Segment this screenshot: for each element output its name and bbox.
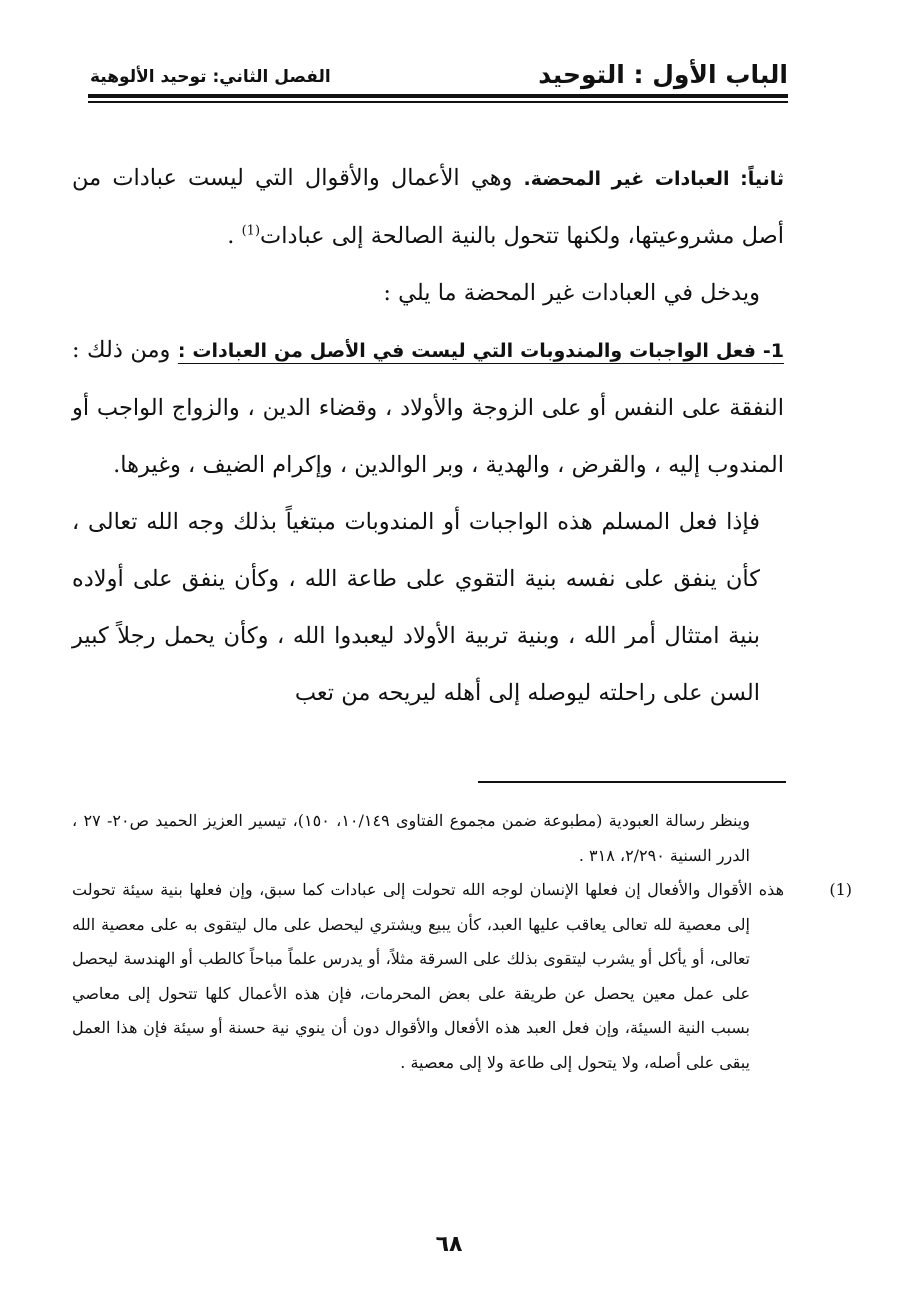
paragraph-1-text: وهي الأعمال والأقوال التي ليست عبادات من أصل مشروعيتها، ولكنها تتحول بالنية الصالحة إلى عبادات [72,165,784,249]
footnote-ref-1: (1) [241,223,261,239]
paragraph-2: ويدخل في العبادات غير المحضة ما يلي : [383,280,760,306]
term-non-pure-worship: ثانياً: العبادات غير المحضة. [523,168,785,190]
section-title: الفصل الثاني: توحيد الألوهية [90,67,331,87]
footnote-1 [72,873,853,1080]
paragraph-1-end: . [227,223,242,249]
paragraph-3-text: ومن ذلك : النفقة على النفس أو على الزوجة والأولاد ، وقضاء الدين ، والزواج الواجب أو المندوب إليه ، والقرض ، والهدية ، وبر الوالدين ، وإكرام الضيف ، وغيرها. [72,337,784,478]
running-header [90,58,788,92]
page-number: ٦٨ [435,1232,463,1257]
footnote-1-marker: (1) [829,880,853,899]
main-text [72,150,784,722]
term-obligations: 1- فعل الواجبات والمندوبات التي ليست في الأصل من العبادات : [177,340,785,362]
chapter-title: الباب الأول : التوحيد [538,60,788,89]
footnote-continuation: وينظر رسالة العبودية (مطبوعة ضمن مجموع الفتاوى ١٠/١٤٩، ١٥٠)، تيسير العزيز الحميد ص٢٠- ٢٧ ، الدرر السنية ٢/٢٩٠، ٣١٨ . [72,811,751,865]
paragraph-3 [72,322,784,494]
footnote-1-text: هذه الأقوال والأفعال إن فعلها الإنسان لوجه الله تحولت إلى عبادات كما سبق، وإن فعلها بنية سيئة تحولت إلى معصية لله تعالى يعاقب عليها العبد، كأن يبيع ويشتري ليحصل على مال ليتقوى به على معصية الله تعالى، أو يأكل أو يشرب ليتقوى بذلك على السرقة مثلاً، أو يدرس علماً مباحاً كالطب أو الهندسة ليحصل على عمل معين يحصل عن طريقة على بعض المحرمات، فإن هذه الأعمال كلها تتحول إلى معاصي بسبب النية السيئة، وإن فعل العبد هذه الأفعال والأقوال دون أن ينوي نية حسنة أو سيئة فإن هذا العمل يبقى على أصله، ولا يتحول إلى طاعة ولا إلى معصية . [72,880,785,1072]
paragraph-4: فإذا فعل المسلم هذه الواجبات أو المندوبات مبتغياً بذلك وجه الله تعالى ، كأن ينفق على نفسه بنية التقوي على طاعة الله ، وكأن ينفق على أولاده بنية امتثال أمر الله ، وبنية تربية الأولاد ليعبدوا الله ، وكأن يحمل رجلاً كبير السن على راحلته ليوصله إلى أهله ليريحه من تعب [72,509,760,706]
footnote-separator [478,781,786,783]
header-rule-thick [88,94,788,98]
paragraph-1 [72,150,784,265]
header-rule-thin [88,101,788,103]
footnotes [72,804,853,1080]
